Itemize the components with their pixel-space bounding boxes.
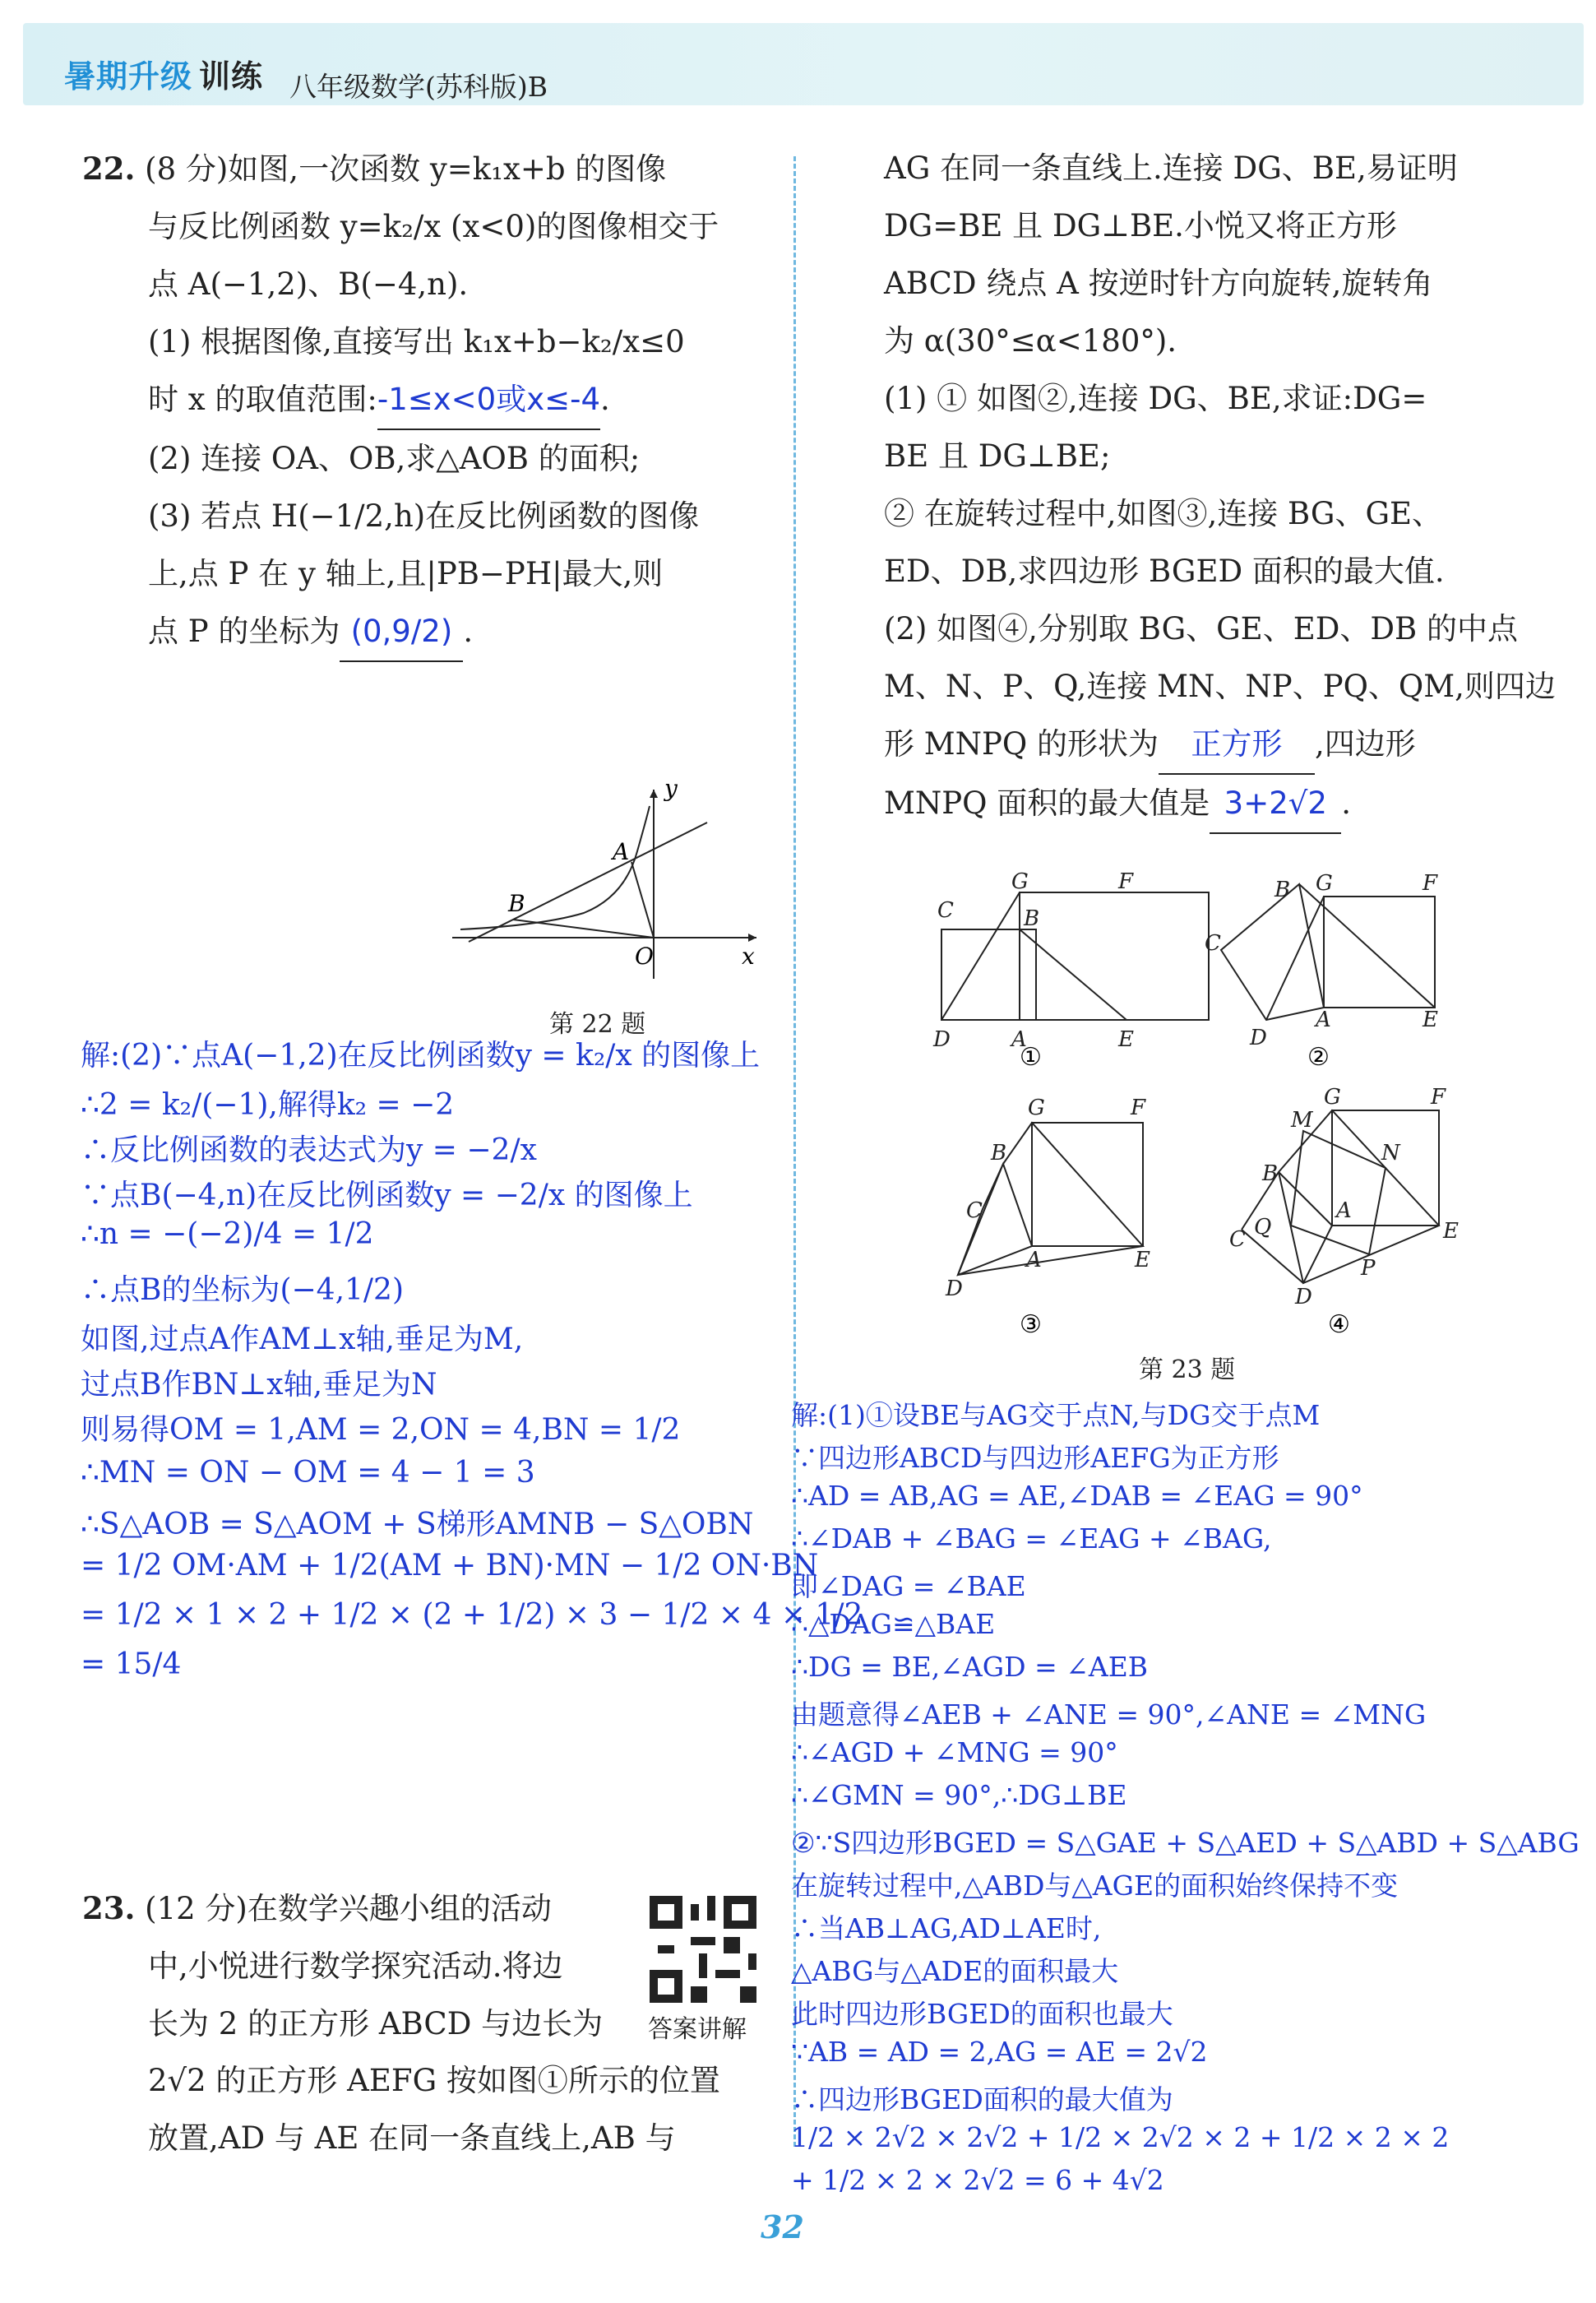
- q23-r4: 为 α(30°≤α<180°).: [884, 323, 1177, 359]
- label-y: y: [664, 775, 678, 802]
- sol22-line: = 15/4: [81, 1647, 182, 1681]
- svg-text:Q: Q: [1254, 1215, 1272, 1240]
- sol22-line: ∴反比例函数的表达式为y = −2/x: [81, 1133, 537, 1167]
- sol23-line: ∴∠DAB + ∠BAG = ∠EAG + ∠BAG,: [791, 1522, 1272, 1555]
- sol23-line: ∴AD = AB,AG = AE,∠DAB = ∠EAG = 90°: [791, 1480, 1363, 1512]
- segment-OA: [631, 862, 654, 938]
- sol22-line: ∴S△AOB = S△AOM + S梯形AMNB − S△OBN: [81, 1508, 754, 1541]
- q22-caption: 第 22 题: [549, 1010, 646, 1039]
- svg-text:C: C: [937, 898, 954, 923]
- svg-text:G: G: [1011, 869, 1029, 894]
- svg-text:G: G: [1316, 871, 1333, 896]
- figure-1: [941, 892, 1209, 1020]
- fig-label-1: ①: [1020, 1043, 1042, 1072]
- svg-text:A: A: [1011, 1027, 1027, 1052]
- q23-figures: [904, 864, 1480, 1357]
- brand-logo: 暑期升级 训练: [64, 58, 264, 95]
- svg-text:G: G: [1028, 1096, 1045, 1120]
- hyperbola-curve: [460, 806, 650, 929]
- label-x: x: [742, 943, 755, 970]
- book-subtitle: 八年级数学(苏科版)B: [289, 71, 548, 103]
- svg-text:E: E: [1135, 1248, 1150, 1272]
- figure-4: [1242, 1110, 1439, 1283]
- figure-4-labels: [1229, 1085, 1459, 1309]
- q23-number: 23.: [82, 1890, 136, 1926]
- page-number: 32: [761, 2208, 804, 2245]
- qr-code[interactable]: [650, 1896, 756, 2003]
- q23-line-5: 放置,AD 与 AE 在同一条直线上,AB 与: [148, 2120, 676, 2156]
- sol22-line: ∵点B(−4,n)在反比例函数y = −2/x 的图像上: [81, 1179, 693, 1212]
- sol23-line: 此时四边形BGED的面积也最大: [791, 1998, 1173, 2030]
- q23-r2: DG=BE 且 DG⊥BE.小悦又将正方形: [884, 208, 1397, 243]
- q23-line-4: 2√2 的正方形 AEFG 按如图①所示的位置: [148, 2063, 720, 2098]
- q23-line-2: 中,小悦进行数学探究活动.将边: [148, 1949, 563, 1984]
- svg-text:D: D: [946, 1277, 963, 1301]
- svg-text:A: A: [1026, 1248, 1042, 1272]
- q23-r11-post: ,四边形: [1315, 726, 1416, 762]
- solution-22: [81, 1032, 863, 1731]
- segment-OB: [513, 920, 654, 938]
- sol23-line: ∴DG = BE,∠AGD = ∠AEB: [791, 1651, 1149, 1683]
- sol22-line: 则易得OM = 1,AM = 2,ON = 4,BN = 1/2: [81, 1413, 681, 1447]
- figure-1-labels: [932, 869, 1134, 1052]
- sol23-line: + 1/2 × 2 × 2√2 = 6 + 4√2: [791, 2164, 1164, 2196]
- sol23-line: ∴当AB⊥AG,AD⊥AE时,: [791, 1912, 1102, 1944]
- question-22: 22. (8 分)如图,一次函数 y=k₁x+b 的图像 与反比例函数 y=k₂/x (x<0)的图像相交于 点 A(−1,2)、B(−4,n). (1) 根据图像,直接写出 k₁x+b−k₂/x≤0 时 x 的取值范围:-1≤x<0或x≤-4. (2) 连接 OA、OB,求△AOB 的面积; (3) 若点 H(−1/2,h)在反比例函数的图像 上,点 P 在 y 轴上,且|PB−PH|最大,则 点 P 的坐标为 (0,9/2) .: [82, 140, 773, 662]
- sol22-line: 解:(2)∵点A(−1,2)在反比例函数y = k₂/x 的图像上: [81, 1039, 761, 1073]
- svg-text:D: D: [1295, 1285, 1312, 1309]
- y-axis-arrow: [650, 790, 658, 798]
- q23-r12: MNPQ 面积的最大值是: [884, 785, 1210, 821]
- label-B: B: [508, 890, 525, 917]
- q23-r5: (1) ① 如图②,连接 DG、BE,求证:DG=: [884, 381, 1427, 416]
- q23-r1: AG 在同一条直线上.连接 DG、BE,易证明: [884, 151, 1458, 186]
- q22-line-4: (1) 根据图像,直接写出 k₁x+b−k₂/x≤0: [148, 324, 685, 359]
- sol22-line: ∴2 = k₂/(−1),解得k₂ = −2: [81, 1088, 455, 1122]
- svg-text:C: C: [1229, 1227, 1246, 1252]
- q22-line-8: 上,点 P 在 y 轴上,且|PB−PH|最大,则: [148, 556, 664, 591]
- q23-r9: (2) 如图④,分别取 BG、GE、ED、DB 的中点: [884, 611, 1518, 646]
- q22-answer-1: -1≤x<0或x≤-4: [377, 371, 600, 430]
- svg-text:A: A: [1316, 1008, 1331, 1032]
- svg-text:D: D: [1250, 1026, 1267, 1050]
- svg-text:E: E: [1118, 1027, 1134, 1052]
- sol22-line: ∴MN = ON − OM = 4 − 1 = 3: [81, 1456, 535, 1490]
- fig-label-3: ③: [1020, 1310, 1042, 1339]
- q22-line-7: (3) 若点 H(−1/2,h)在反比例函数的图像: [148, 498, 700, 534]
- svg-text:E: E: [1443, 1219, 1459, 1244]
- x-axis-arrow: [748, 934, 756, 942]
- q23-r11: 形 MNPQ 的形状为: [884, 726, 1159, 762]
- sol23-line: 在旋转过程中,△ABD与△AGE的面积始终保持不变: [791, 1870, 1399, 1902]
- svg-text:A: A: [1336, 1198, 1352, 1223]
- sol22-line: 过点B作BN⊥x轴,垂足为N: [81, 1368, 437, 1402]
- svg-text:B: B: [1274, 878, 1291, 902]
- sol22-line: 如图,过点A作AM⊥x轴,垂足为M,: [81, 1323, 524, 1356]
- qr-label: 答案讲解: [648, 2015, 747, 2044]
- sol22-line: ∴n = −(−2)/4 = 1/2: [81, 1217, 374, 1251]
- question-23-cont: [148, 2052, 773, 2167]
- svg-text:F: F: [1431, 1085, 1446, 1110]
- svg-text:B: B: [1024, 906, 1040, 931]
- sol23-line: ∴∠AGD + ∠MNG = 90°: [791, 1736, 1118, 1768]
- question-23-right: AG 在同一条直线上.连接 DG、BE,易证明 DG=BE 且 DG⊥BE.小悦又将正方形 ABCD 绕点 A 按逆时针方向旋转,旋转角 为 α(30°≤α<180°). (1) ① 如图②,连接 DG、BE,求证:DG= BE 且 DG⊥BE; ② 在旋转过程中,如图③,连接 BG、GE、 ED、DB,求四边形 BGED 面积的最大值. (2) 如图④,分别取 BG、GE、ED、DB 的中点 M、N、P、Q,连接 MN、NP、PQ、QM,则四边 形 MNPQ 的形状为 正方形 ,四边形 MNPQ 面积的最大值是 3+2√2 .: [884, 140, 1566, 834]
- sol23-line: 1/2 × 2√2 × 2√2 + 1/2 × 2√2 × 2 + 1/2 × 2 × 2: [791, 2121, 1450, 2153]
- q23-r8: ED、DB,求四边形 BGED 面积的最大值.: [884, 554, 1445, 589]
- q22-line-5: 时 x 的取值范围:: [148, 382, 377, 417]
- q23-r3: ABCD 绕点 A 按逆时针方向旋转,旋转角: [884, 266, 1433, 301]
- sol22-line: ∴点B的坐标为(−4,1/2): [81, 1273, 404, 1307]
- q23-caption: 第 23 题: [1139, 1355, 1236, 1384]
- q23-answer-shape: 正方形: [1159, 716, 1315, 775]
- q23-r7: ② 在旋转过程中,如图③,连接 BG、GE、: [884, 496, 1443, 531]
- figure-2-labels: [1205, 871, 1438, 1050]
- sol23-line: ∴∠GMN = 90°,∴DG⊥BE: [791, 1779, 1127, 1811]
- svg-text:M: M: [1291, 1108, 1313, 1133]
- svg-text:D: D: [933, 1027, 951, 1052]
- sol23-line: △ABG与△ADE的面积最大: [791, 1955, 1119, 1987]
- sol23-line: ∴△DAG≌△BAE: [791, 1608, 996, 1640]
- q22-line-2: 与反比例函数 y=k₂/x (x<0)的图像相交于: [148, 209, 719, 244]
- label-A: A: [613, 838, 630, 865]
- fig-label-2: ②: [1307, 1043, 1330, 1072]
- svg-text:B: B: [1262, 1161, 1279, 1186]
- fig-label-4: ④: [1328, 1310, 1350, 1339]
- figure-3-labels: [945, 1096, 1150, 1301]
- sol23-line: ∵四边形ABCD与四边形AEFG为正方形: [791, 1442, 1279, 1474]
- label-O: O: [635, 943, 654, 970]
- svg-text:C: C: [1205, 931, 1221, 956]
- q22-line-3: 点 A(−1,2)、B(−4,n).: [148, 266, 469, 302]
- q23-answer-area: 3+2√2: [1210, 775, 1341, 834]
- q23-line-3: 长为 2 的正方形 ABCD 与边长为: [148, 2006, 604, 2041]
- svg-text:P: P: [1361, 1256, 1376, 1281]
- sol22-line: = 1/2 OM·AM + 1/2(AM + BN)·MN − 1/2 ON·BN: [81, 1549, 819, 1582]
- q22-number: 22.: [82, 151, 136, 187]
- solution-23: [791, 1394, 1580, 2208]
- svg-text:F: F: [1118, 869, 1134, 894]
- figure-3: [958, 1123, 1143, 1275]
- sol23-line: 解:(1)①设BE与AG交于点N,与DG交于点M: [791, 1399, 1321, 1431]
- svg-text:G: G: [1324, 1085, 1341, 1110]
- svg-text:F: F: [1423, 871, 1438, 896]
- sol23-line: 即∠DAG = ∠BAE: [791, 1570, 1026, 1602]
- sol23-line: ∵AB = AD = 2,AG = AE = 2√2: [791, 2036, 1208, 2068]
- q22-figure: [444, 773, 773, 987]
- sol22-line: = 1/2 × 1 × 2 + 1/2 × (2 + 1/2) × 3 − 1/2 × 4 × 1/2: [81, 1598, 863, 1632]
- svg-text:F: F: [1131, 1096, 1146, 1120]
- sol23-line: ②∵S四边形BGED = S△GAE + S△AED + S△ABD + S△ABG: [791, 1827, 1580, 1859]
- q23-r6: BE 且 DG⊥BE;: [884, 438, 1111, 474]
- question-23: [82, 1879, 641, 2053]
- q23-r10: M、N、P、Q,连接 MN、NP、PQ、QM,则四边: [884, 669, 1556, 704]
- sol23-line: ∴四边形BGED面积的最大值为: [791, 2083, 1173, 2115]
- q22-line-6: (2) 连接 OA、OB,求△AOB 的面积;: [148, 441, 641, 476]
- svg-text:E: E: [1423, 1008, 1438, 1032]
- sol23-line: 由题意得∠AEB + ∠ANE = 90°,∠ANE = ∠MNG: [791, 1698, 1427, 1731]
- svg-text:B: B: [991, 1141, 1007, 1165]
- q22-answer-3: (0,9/2): [340, 603, 463, 662]
- q23-line-1: (12 分)在数学兴趣小组的活动: [145, 1891, 552, 1926]
- linear-function-line: [469, 822, 707, 942]
- figure-2: [1221, 884, 1435, 1020]
- q22-line-9: 点 P 的坐标为: [148, 614, 340, 649]
- svg-text:N: N: [1381, 1141, 1400, 1165]
- q22-line-1: (8 分)如图,一次函数 y=k₁x+b 的图像: [145, 151, 667, 187]
- svg-text:C: C: [966, 1198, 983, 1223]
